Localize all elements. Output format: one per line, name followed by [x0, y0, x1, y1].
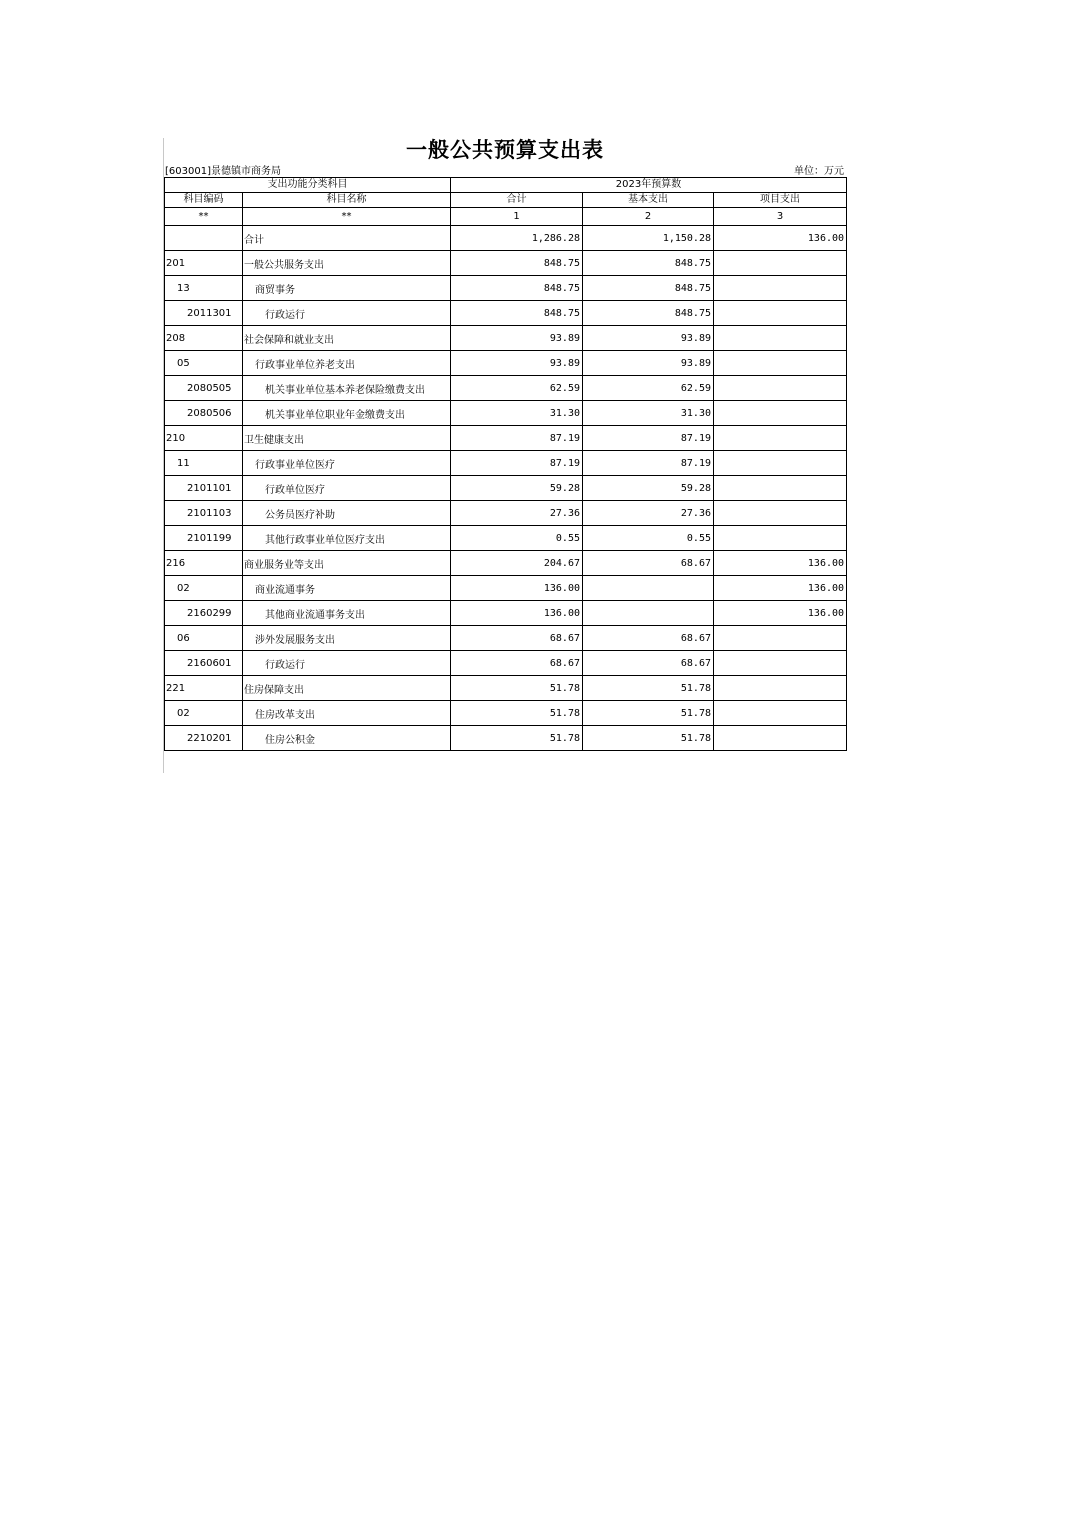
header-budget-group: 2023年预算数 — [451, 178, 847, 193]
row-basic: 27.36 — [583, 501, 714, 526]
row-code: 210 — [165, 426, 243, 451]
table-row — [165, 576, 847, 601]
row-basic — [583, 576, 714, 601]
row-basic: 68.67 — [583, 651, 714, 676]
row-code: 221 — [165, 676, 243, 701]
table-row — [165, 626, 847, 651]
row-project — [714, 651, 847, 676]
row-name: 行政事业单位医疗 — [243, 451, 451, 476]
table-row — [165, 301, 847, 326]
row-code: 2011301 — [165, 301, 243, 326]
row-project — [714, 401, 847, 426]
row-total: 68.67 — [451, 626, 583, 651]
row-project — [714, 726, 847, 751]
table-row — [165, 701, 847, 726]
row-total: 1,286.28 — [451, 226, 583, 251]
table-row — [165, 501, 847, 526]
row-project: 136.00 — [714, 576, 847, 601]
row-basic: 51.78 — [583, 676, 714, 701]
row-project — [714, 351, 847, 376]
row-basic — [583, 601, 714, 626]
row-total: 59.28 — [451, 476, 583, 501]
row-total: 62.59 — [451, 376, 583, 401]
row-name: 其他商业流通事务支出 — [243, 601, 451, 626]
row-basic: 87.19 — [583, 451, 714, 476]
row-project — [714, 526, 847, 551]
table-row — [165, 726, 847, 751]
row-name: 行政运行 — [243, 301, 451, 326]
row-name: 商业服务业等支出 — [243, 551, 451, 576]
table-row — [165, 651, 847, 676]
row-basic: 87.19 — [583, 426, 714, 451]
row-basic: 848.75 — [583, 301, 714, 326]
row-total: 848.75 — [451, 276, 583, 301]
row-project — [714, 626, 847, 651]
row-total: 204.67 — [451, 551, 583, 576]
row-name: 住房改革支出 — [243, 701, 451, 726]
row-code: 13 — [165, 276, 243, 301]
budget-table — [164, 177, 847, 751]
row-total: 31.30 — [451, 401, 583, 426]
row-name: 住房保障支出 — [243, 676, 451, 701]
row-project: 136.00 — [714, 601, 847, 626]
row-project — [714, 326, 847, 351]
row-total: 27.36 — [451, 501, 583, 526]
row-name: 住房公积金 — [243, 726, 451, 751]
row-total: 93.89 — [451, 326, 583, 351]
table-row — [165, 251, 847, 276]
row-project — [714, 376, 847, 401]
table-row — [165, 401, 847, 426]
row-total: 0.55 — [451, 526, 583, 551]
row-basic: 93.89 — [583, 326, 714, 351]
table-row — [165, 326, 847, 351]
row-name: 其他行政事业单位医疗支出 — [243, 526, 451, 551]
row-code: 2101103 — [165, 501, 243, 526]
row-basic: 51.78 — [583, 726, 714, 751]
row-code: 2101199 — [165, 526, 243, 551]
row-code: 2080505 — [165, 376, 243, 401]
row-total: 87.19 — [451, 426, 583, 451]
row-name: 涉外发展服务支出 — [243, 626, 451, 651]
table-row — [165, 226, 847, 251]
row-basic: 1,150.28 — [583, 226, 714, 251]
table-row — [165, 551, 847, 576]
row-name: 机关事业单位基本养老保险缴费支出 — [243, 376, 451, 401]
table-row — [165, 526, 847, 551]
header-project: 项目支出 — [714, 193, 847, 208]
row-project — [714, 426, 847, 451]
index-project: 3 — [714, 208, 847, 226]
row-name: 合计 — [243, 226, 451, 251]
row-basic: 68.67 — [583, 551, 714, 576]
index-name: ** — [243, 208, 451, 226]
header-code: 科目编码 — [165, 193, 243, 208]
table-row — [165, 476, 847, 501]
table-row — [165, 351, 847, 376]
row-name: 行政事业单位养老支出 — [243, 351, 451, 376]
row-project — [714, 476, 847, 501]
header-basic: 基本支出 — [583, 193, 714, 208]
row-code: 2080506 — [165, 401, 243, 426]
table-row — [165, 276, 847, 301]
row-total: 848.75 — [451, 251, 583, 276]
row-code — [165, 226, 243, 251]
index-total: 1 — [451, 208, 583, 226]
row-basic: 68.67 — [583, 626, 714, 651]
row-name: 机关事业单位职业年金缴费支出 — [243, 401, 451, 426]
table-row — [165, 451, 847, 476]
header-row-columns — [165, 193, 847, 208]
row-project — [714, 676, 847, 701]
header-total: 合计 — [451, 193, 583, 208]
row-total: 51.78 — [451, 701, 583, 726]
row-code: 06 — [165, 626, 243, 651]
row-name: 卫生健康支出 — [243, 426, 451, 451]
row-code: 208 — [165, 326, 243, 351]
row-code: 2160601 — [165, 651, 243, 676]
table-row — [165, 601, 847, 626]
row-code: 02 — [165, 701, 243, 726]
row-project — [714, 276, 847, 301]
row-total: 68.67 — [451, 651, 583, 676]
row-basic: 0.55 — [583, 526, 714, 551]
row-basic: 93.89 — [583, 351, 714, 376]
row-code: 02 — [165, 576, 243, 601]
table-title: 一般公共预算支出表 — [406, 137, 604, 162]
row-name: 行政单位医疗 — [243, 476, 451, 501]
row-total: 848.75 — [451, 301, 583, 326]
row-name: 商业流通事务 — [243, 576, 451, 601]
header-row-group — [165, 178, 847, 193]
table-row — [165, 426, 847, 451]
row-project — [714, 701, 847, 726]
row-code: 216 — [165, 551, 243, 576]
row-total: 136.00 — [451, 576, 583, 601]
table-row — [165, 676, 847, 701]
row-basic: 848.75 — [583, 276, 714, 301]
row-project: 136.00 — [714, 226, 847, 251]
row-project — [714, 451, 847, 476]
row-basic: 51.78 — [583, 701, 714, 726]
row-basic: 62.59 — [583, 376, 714, 401]
header-function-group: 支出功能分类科目 — [165, 178, 451, 193]
unit-label: 单位：万元 — [794, 166, 844, 177]
row-code: 2210201 — [165, 726, 243, 751]
row-basic: 31.30 — [583, 401, 714, 426]
row-basic: 59.28 — [583, 476, 714, 501]
row-code: 11 — [165, 451, 243, 476]
row-name: 一般公共服务支出 — [243, 251, 451, 276]
row-project — [714, 251, 847, 276]
row-project: 136.00 — [714, 551, 847, 576]
row-name: 公务员医疗补助 — [243, 501, 451, 526]
row-project — [714, 301, 847, 326]
header-name: 科目名称 — [243, 193, 451, 208]
row-name: 行政运行 — [243, 651, 451, 676]
row-code: 05 — [165, 351, 243, 376]
row-basic: 848.75 — [583, 251, 714, 276]
table-row — [165, 376, 847, 401]
index-code: ** — [165, 208, 243, 226]
row-project — [714, 501, 847, 526]
header-row-index — [165, 208, 847, 226]
organization-label: [603001]景德镇市商务局 — [165, 166, 281, 177]
row-total: 136.00 — [451, 601, 583, 626]
row-total: 51.78 — [451, 676, 583, 701]
row-code: 201 — [165, 251, 243, 276]
index-basic: 2 — [583, 208, 714, 226]
row-total: 93.89 — [451, 351, 583, 376]
row-total: 51.78 — [451, 726, 583, 751]
row-name: 社会保障和就业支出 — [243, 326, 451, 351]
row-code: 2101101 — [165, 476, 243, 501]
row-name: 商贸事务 — [243, 276, 451, 301]
row-total: 87.19 — [451, 451, 583, 476]
row-code: 2160299 — [165, 601, 243, 626]
